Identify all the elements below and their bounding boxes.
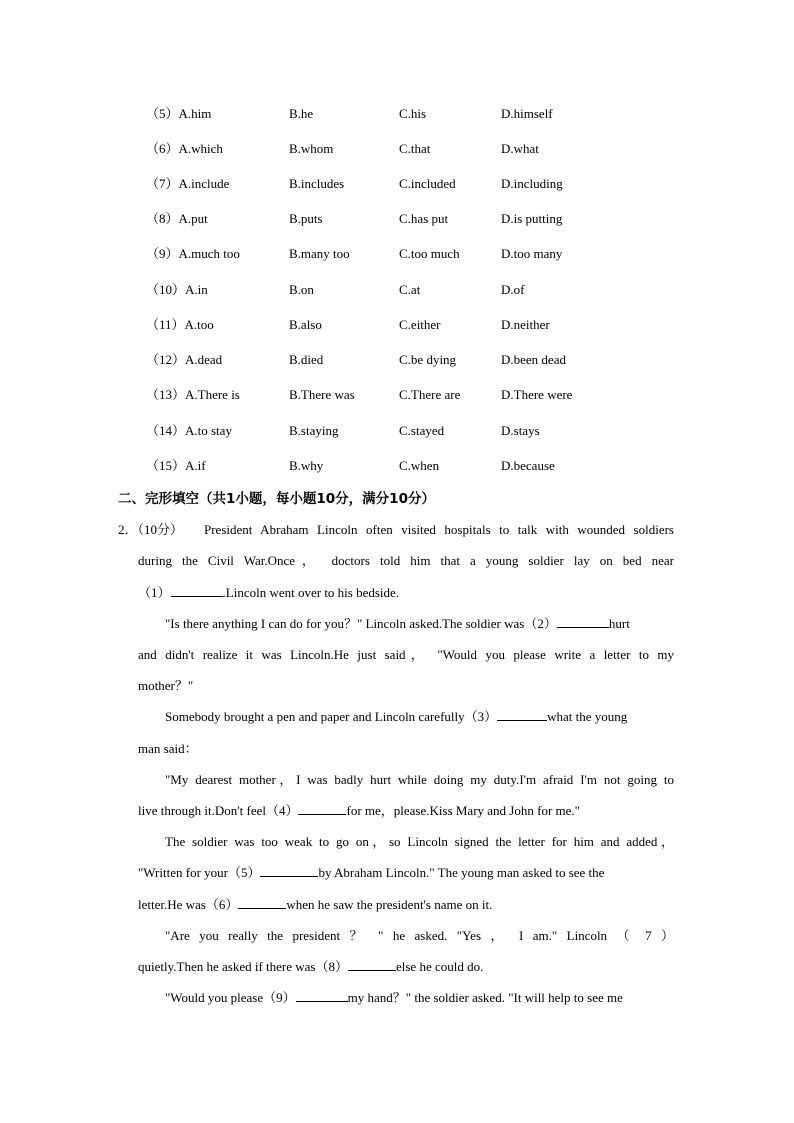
option-b: B.whom — [289, 141, 334, 156]
option-d: D.too many — [501, 246, 563, 261]
option-a: （5）A.him — [146, 106, 212, 121]
option-c: C.when — [399, 458, 440, 473]
option-a: （11）A.too — [146, 317, 214, 332]
passage-line — [138, 583, 399, 603]
passage-line — [138, 957, 483, 977]
option-c: C.There are — [399, 387, 461, 402]
passage-text: .Lincoln went over to his bedside. — [222, 585, 400, 600]
answer-blank — [296, 989, 348, 1002]
answer-blank — [298, 802, 346, 815]
option-d: D.of — [501, 282, 525, 297]
option-b: B.many too — [289, 246, 350, 261]
passage-line — [118, 520, 674, 540]
option-c: C.that — [399, 141, 431, 156]
passage-text: letter.He was（6） — [138, 897, 239, 912]
option-d: D.There were — [501, 387, 573, 402]
answer-blank — [557, 615, 609, 628]
passage-line: during the Civil War.Once， doctors told him that a young soldier lay on bed near — [138, 553, 674, 568]
option-a: （13）A.There is — [146, 387, 240, 402]
option-a: （15）A.if — [146, 458, 206, 473]
option-a: （9）A.much too — [146, 246, 240, 261]
blank-number: （1） — [138, 585, 171, 600]
option-d: D.stays — [501, 423, 540, 438]
option-b: B.puts — [289, 211, 323, 226]
option-b: B.includes — [289, 176, 345, 191]
option-c: C.be dying — [399, 352, 457, 367]
passage-line — [165, 988, 674, 1008]
option-d: D.been dead — [501, 352, 566, 367]
option-a: （14）A.to stay — [146, 423, 232, 438]
passage-line — [165, 614, 674, 634]
option-c: C.either — [399, 317, 441, 332]
option-a: （12）A.dead — [146, 352, 223, 367]
passage-line: The soldier was too weak to go on，so Lincoln signed the letter for him and added， — [165, 834, 674, 849]
passage-text: Somebody brought a pen and paper and Lincoln carefully（3） — [165, 709, 498, 724]
passage-line: man said： — [138, 741, 198, 756]
option-d: D.including — [501, 176, 563, 191]
passage-text: President Abraham Lincoln often visited hospitals to talk with wounded soldiers — [204, 522, 674, 537]
option-b: B.died — [289, 352, 324, 367]
passage-line — [138, 863, 674, 883]
passage-line — [138, 801, 580, 821]
passage-text: live through it.Don't feel（4） — [138, 803, 299, 818]
option-c: C.stayed — [399, 423, 445, 438]
passage-text: for me，please.Kiss Mary and John for me." — [346, 803, 580, 818]
option-d: D.is putting — [501, 211, 563, 226]
passage-text: "Written for your（5） — [138, 865, 261, 880]
passage-line: mother？" — [138, 678, 194, 693]
passage-line: "My dearest mother，I was badly hurt while doing my duty.I'm afraid I'm not going to — [165, 772, 674, 787]
passage-text: "Is there anything I can do for you？" Lincoln asked.The soldier was（2） — [165, 616, 557, 631]
option-d: D.what — [501, 141, 539, 156]
option-d: D.himself — [501, 106, 553, 121]
passage-text: by Abraham Lincoln." The young man asked to see the — [318, 865, 605, 880]
option-d: D.because — [501, 458, 555, 473]
option-a: （7）A.include — [146, 176, 230, 191]
option-c: C.his — [399, 106, 427, 121]
passage-text: my hand？" the soldier asked. "It will help to see me — [347, 990, 623, 1005]
option-b: B.why — [289, 458, 324, 473]
option-b: B.There was — [289, 387, 355, 402]
answer-blank — [260, 864, 318, 877]
answer-blank — [171, 584, 223, 597]
option-b: B.also — [289, 317, 322, 332]
option-a: （10）A.in — [146, 282, 208, 297]
passage-text: "Would you please（9） — [165, 990, 296, 1005]
option-b: B.staying — [289, 423, 339, 438]
option-c: C.included — [399, 176, 456, 191]
option-a: （6）A.which — [146, 141, 223, 156]
passage-text: what the young — [547, 709, 628, 724]
passage-line — [165, 707, 627, 727]
option-a: （8）A.put — [146, 211, 208, 226]
option-b: B.on — [289, 282, 314, 297]
option-d: D.neither — [501, 317, 550, 332]
passage-line: and didn't realize it was Lincoln.He just said， "Would you please write a letter to my — [138, 647, 674, 662]
option-b: B.he — [289, 106, 314, 121]
passage-text: when he saw the president's name on it. — [286, 897, 493, 912]
passage-text: else he could do. — [395, 959, 484, 974]
answer-blank — [497, 708, 547, 721]
answer-blank — [348, 958, 396, 971]
option-c: C.too much — [399, 246, 460, 261]
passage-line — [138, 895, 492, 915]
option-c: C.has put — [399, 211, 449, 226]
passage-line: "Are you really the president ？ " he asked. "Yes ， I am." Lincoln （ 7 ） — [165, 928, 674, 943]
option-c: C.at — [399, 282, 421, 297]
section-title: 二、完形填空（共1小题，每小题10分，满分10分） — [118, 491, 435, 507]
answer-blank — [238, 896, 286, 909]
passage-text: hurt — [608, 616, 630, 631]
question-label: 2．（10分） — [118, 522, 184, 537]
passage-text: quietly.Then he asked if there was（8） — [138, 959, 348, 974]
